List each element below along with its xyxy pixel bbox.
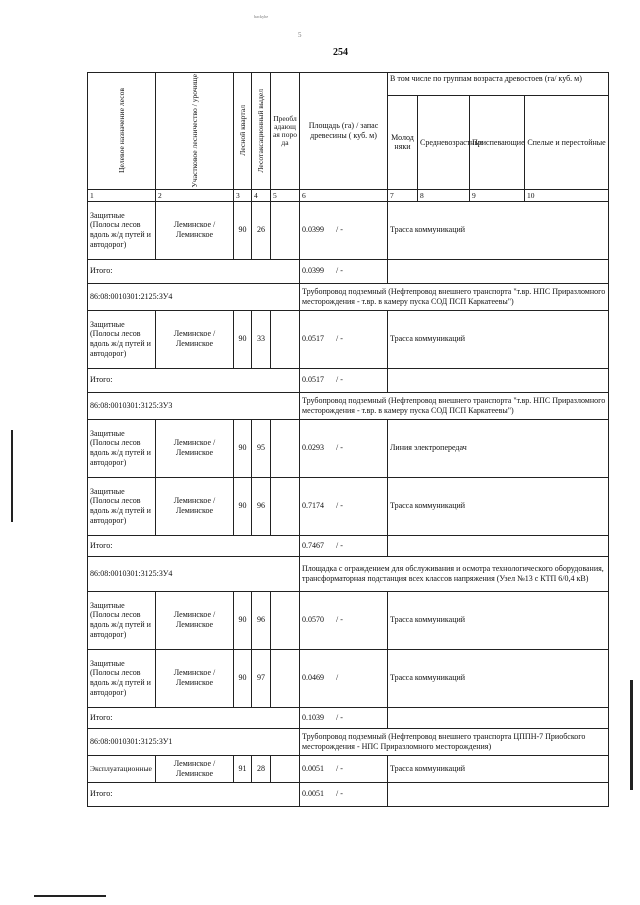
header-species: Преобладающая порода bbox=[271, 73, 300, 190]
area-cell: 0.0051 / - bbox=[300, 755, 388, 782]
table-row bbox=[88, 755, 609, 782]
species-cell bbox=[271, 649, 300, 707]
description-cell: Трасса коммуникаций bbox=[388, 477, 609, 535]
header-maturing: Приспевающие bbox=[470, 96, 525, 189]
total-empty-cell bbox=[388, 707, 609, 728]
forest-table bbox=[87, 72, 609, 807]
description-cell: Трасса коммуникаций bbox=[388, 310, 609, 368]
forestry-cell: Леминское / Леминское bbox=[156, 591, 234, 649]
forestry-cell: Леминское / Леминское bbox=[156, 310, 234, 368]
col-num: 6 bbox=[300, 189, 388, 201]
species-cell bbox=[271, 591, 300, 649]
forestry-cell: Леминское / Леминское bbox=[156, 477, 234, 535]
allotment-cell: 96 bbox=[252, 591, 271, 649]
description-cell: Трасса коммуникаций bbox=[388, 649, 609, 707]
table-row bbox=[88, 649, 609, 707]
total-empty-cell bbox=[388, 259, 609, 283]
purpose-cell: Защитные (Полосы лесов вдоль ж/д путей и автодорог) bbox=[88, 201, 156, 259]
allotment-cell: 26 bbox=[252, 201, 271, 259]
quarter-cell: 90 bbox=[234, 310, 252, 368]
table-row bbox=[88, 477, 609, 535]
col-num: 2 bbox=[156, 189, 234, 201]
header-mature: Спелые и перестойные bbox=[525, 96, 609, 189]
col-num: 3 bbox=[234, 189, 252, 201]
total-row bbox=[88, 782, 609, 806]
cadastral-number: 86:08:0010301:3125:ЗУ4 bbox=[88, 556, 300, 591]
quarter-cell: 90 bbox=[234, 591, 252, 649]
header-area: Площадь (га) / запас древесины ( куб. м) bbox=[300, 73, 388, 190]
total-row bbox=[88, 259, 609, 283]
forestry-cell: Леминское / Леминское bbox=[156, 419, 234, 477]
cadastral-number: 86:08:0010301:3125:ЗУ1 bbox=[88, 728, 300, 755]
species-cell bbox=[271, 755, 300, 782]
description-cell: Трасса коммуникаций bbox=[388, 591, 609, 649]
quarter-cell: 91 bbox=[234, 755, 252, 782]
section-description: Трубопровод подземный (Нефтепровод внешнего транспорта "т.вр. НПС Приразломного месторождения - т.вр. в камеру пуска СОД ПСП Каркатеевы") bbox=[300, 392, 609, 419]
total-label: Итого: bbox=[88, 707, 300, 728]
section-header-row bbox=[88, 392, 609, 419]
col-num: 4 bbox=[252, 189, 271, 201]
margin-line-left bbox=[11, 430, 13, 522]
total-area-cell: 0.7467 / - bbox=[300, 535, 388, 556]
total-label: Итого: bbox=[88, 259, 300, 283]
quarter-cell: 90 bbox=[234, 649, 252, 707]
table-row bbox=[88, 310, 609, 368]
total-row bbox=[88, 707, 609, 728]
footer-line bbox=[34, 895, 106, 897]
header-middle-aged: Средневозрастные bbox=[418, 96, 470, 189]
description-cell: Линия электропередач bbox=[388, 419, 609, 477]
description-cell: Трасса коммуникаций bbox=[388, 201, 609, 259]
purpose-cell: Защитные (Полосы лесов вдоль ж/д путей и автодорог) bbox=[88, 477, 156, 535]
area-cell: 0.0399 / - bbox=[300, 201, 388, 259]
table-row bbox=[88, 201, 609, 259]
area-cell: 0.0570 / - bbox=[300, 591, 388, 649]
quarter-cell: 90 bbox=[234, 477, 252, 535]
section-header-row bbox=[88, 728, 609, 755]
header-age-groups: В том числе по группам возраста древостоев (га/ куб. м) bbox=[388, 73, 609, 96]
forestry-cell: Леминское / Леминское bbox=[156, 201, 234, 259]
section-header-row bbox=[88, 556, 609, 591]
forestry-cell: Леминское / Леминское bbox=[156, 649, 234, 707]
quarter-cell: 90 bbox=[234, 201, 252, 259]
header-purpose: Целевое назначение лесов bbox=[88, 73, 156, 190]
section-header-row bbox=[88, 283, 609, 310]
col-num: 10 bbox=[525, 189, 609, 201]
scan-mark-top: ᵇᵃᶜᵏʸʰᵉ bbox=[254, 14, 269, 22]
total-label: Итого: bbox=[88, 782, 300, 806]
description-cell: Трасса коммуникаций bbox=[388, 755, 609, 782]
total-empty-cell bbox=[388, 535, 609, 556]
section-description: Трубопровод подземный (Нефтепровод внешнего транспорта "т.вр. НПС Приразломного месторождения - т.вр. в камеру пуска СОД ПСП Каркатеевы") bbox=[300, 283, 609, 310]
area-cell: 0.7174 / - bbox=[300, 477, 388, 535]
col-num: 1 bbox=[88, 189, 156, 201]
col-num: 7 bbox=[388, 189, 418, 201]
col-num: 9 bbox=[470, 189, 525, 201]
species-cell bbox=[271, 477, 300, 535]
purpose-cell: Защитные (Полосы лесов вдоль ж/д путей и автодорог) bbox=[88, 649, 156, 707]
section-description: Площадка с ограждением для обслуживания и осмотра технологического оборудования, трансформаторная подстанция всех классов напряжения (Узел №13 с КТП 6/0,4 кВ) bbox=[300, 556, 609, 591]
species-cell bbox=[271, 310, 300, 368]
allotment-cell: 96 bbox=[252, 477, 271, 535]
species-cell bbox=[271, 419, 300, 477]
allotment-cell: 33 bbox=[252, 310, 271, 368]
total-empty-cell bbox=[388, 782, 609, 806]
purpose-cell: Эксплуатационные bbox=[88, 755, 156, 782]
total-area-cell: 0.0399 / - bbox=[300, 259, 388, 283]
header-young: Молодняки bbox=[388, 96, 418, 189]
total-area-cell: 0.0051 / - bbox=[300, 782, 388, 806]
col-num: 8 bbox=[418, 189, 470, 201]
total-area-cell: 0.1039 / - bbox=[300, 707, 388, 728]
total-empty-cell bbox=[388, 368, 609, 392]
allotment-cell: 28 bbox=[252, 755, 271, 782]
cadastral-number: 86:08:0010301:3125:ЗУ3 bbox=[88, 392, 300, 419]
cadastral-number: 86:08:0010301:2125:ЗУ4 bbox=[88, 283, 300, 310]
quarter-cell: 90 bbox=[234, 419, 252, 477]
total-row bbox=[88, 368, 609, 392]
area-cell: 0.0517 / - bbox=[300, 310, 388, 368]
total-area-cell: 0.0517 / - bbox=[300, 368, 388, 392]
page-number: 254 bbox=[333, 47, 348, 58]
allotment-cell: 97 bbox=[252, 649, 271, 707]
header-quarter: Лесной квартал bbox=[234, 73, 252, 190]
area-cell: 0.0469 / bbox=[300, 649, 388, 707]
margin-line-right bbox=[630, 680, 633, 790]
forestry-cell: Леминское / Леминское bbox=[156, 755, 234, 782]
col-num: 5 bbox=[271, 189, 300, 201]
header-row bbox=[88, 73, 609, 96]
purpose-cell: Защитные (Полосы лесов вдоль ж/д путей и автодорог) bbox=[88, 591, 156, 649]
table-row bbox=[88, 419, 609, 477]
purpose-cell: Защитные (Полосы лесов вдоль ж/д путей и автодорог) bbox=[88, 310, 156, 368]
total-label: Итого: bbox=[88, 368, 300, 392]
area-cell: 0.0293 / - bbox=[300, 419, 388, 477]
header-forestry: Участковое лесничество / урочище bbox=[156, 73, 234, 190]
allotment-cell: 95 bbox=[252, 419, 271, 477]
column-number-row bbox=[88, 189, 609, 201]
total-row bbox=[88, 535, 609, 556]
table-row bbox=[88, 591, 609, 649]
total-label: Итого: bbox=[88, 535, 300, 556]
purpose-cell: Защитные (Полосы лесов вдоль ж/д путей и автодорог) bbox=[88, 419, 156, 477]
scan-mark-small: 5 bbox=[298, 31, 302, 39]
section-description: Трубопровод подземный (Нефтепровод внешнего транспорта ЦППН-7 Приобского месторождения - НПС Приразломного месторождения) bbox=[300, 728, 609, 755]
header-allotment: Лесотаксационный выдел bbox=[252, 73, 271, 190]
species-cell bbox=[271, 201, 300, 259]
